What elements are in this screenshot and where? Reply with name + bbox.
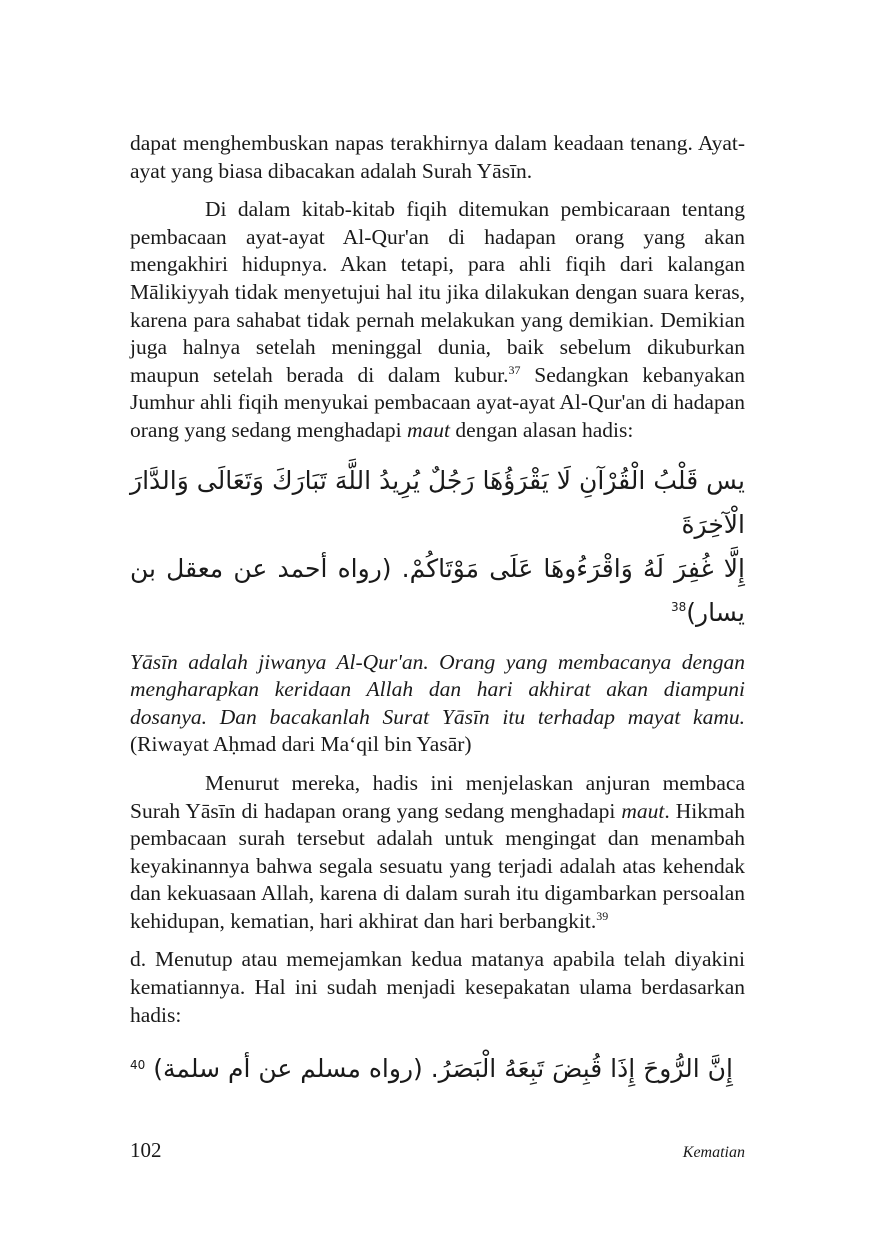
arabic-hadith-yasin <box>130 459 745 635</box>
footnote-ref-39[interactable]: 39 <box>596 908 609 923</box>
hadith-translation-text: Yāsīn adalah jiwanya Al-Qur'an. Orang yang membacanya dengan mengharapkan keridaan Allah dan hari akhirat akan diampuni dosanya. Dan bacakanlah Surat Yāsīn itu terhadap mayat kamu. <box>130 649 745 729</box>
arabic-hadith-line-1: يس قَلْبُ الْقُرْآنِ لَا يَقْرَؤُهَا رَجُلٌ يُرِيدُ اللَّهَ تَبَارَكَ وَتَعَالَى وَالدَّارَ الْآخِرَةَ <box>130 465 745 539</box>
paragraph-explanation-text-2: . Hikmah pembacaan surah tersebut adalah untuk mengingat dan menambah keyakinannya bahwa segala sesuatu yang terjadi adalah atas kehendak dan kekuasaan Allah, karena di dalam surah itu digambarkan persoalan kehidupan, kematian, hari akhirat dan hari berbangkit. <box>130 798 745 933</box>
paragraph-explanation <box>130 770 745 936</box>
paragraph-fiqih <box>130 196 745 444</box>
paragraph-fiqih-text-2: Sedangkan kebanyakan Jumhur ahli fiqih menyukai pembacaan ayat-ayat Al-Qur'an di hadapan orang yang sedang menghadapi <box>130 362 745 442</box>
paragraph-explanation-text-1: Menurut mereka, hadis ini menjelaskan anjuran membaca Surah Yāsīn di hadapan orang yang sedang menghadapi <box>130 770 745 823</box>
page-body <box>130 130 745 1091</box>
hadith-translation-reference: (Riwayat Aḥmad dari Ma‘qil bin Yasār) <box>130 732 472 757</box>
running-title: Kematian <box>682 1144 745 1161</box>
hadith-translation <box>130 649 745 759</box>
paragraph-fiqih-text-1: Di dalam kitab-kitab fiqih ditemukan pembicaraan tentang pembacaan ayat-ayat Al-Qur'an di hadapan orang yang akan mengakhiri hidupnya. Akan tetapi, para ahli fiqih dari kalangan Mālikiyyah tidak menyetujui hal itu jika dilakukan dengan suara keras, karena para sahabat tidak pernah melakukan yang demikian. Demikian juga halnya setelah meninggal dunia, baik sebelum dikuburkan maupun setelah berada di dalam kubur. <box>130 197 745 387</box>
paragraph-fiqih-italic: maut <box>407 417 451 442</box>
arabic-hadith-eyes-text: إِنَّ الرُّوحَ إِذَا قُبِضَ تَبِعَهُ الْبَصَرُ. (رواه مسلم عن أم سلمة) <box>153 1054 733 1084</box>
paragraph-point-d: d. Menutup atau memejamkan kedua matanya apabila telah diyakini kematiannya. Hal ini sudah menjadi kesepakatan ulama berdasarkan hadis: <box>130 947 745 1027</box>
footnote-ref-38[interactable]: 38 <box>671 599 687 614</box>
arabic-hadith-line-2-wrap <box>130 547 745 635</box>
arabic-hadith-eyes <box>130 1047 745 1091</box>
page-number: 102 <box>130 1138 162 1162</box>
arabic-hadith-line-2: إِلَّا غُفِرَ لَهُ وَاقْرَءُوهَا عَلَى مَوْتَاكُمْ. (رواه أحمد عن معقل بن يسار) <box>130 553 745 627</box>
page-footer <box>130 1138 745 1163</box>
paragraph-intro: dapat menghembuskan napas terakhirnya dalam keadaan tenang. Ayat-ayat yang biasa dibacakan adalah Surah Yāsīn. <box>130 131 745 183</box>
paragraph-explanation-italic: maut <box>621 798 665 823</box>
footnote-ref-40[interactable]: 40 <box>130 1058 146 1073</box>
footnote-ref-37[interactable]: 37 <box>508 362 521 377</box>
paragraph-fiqih-text-3: dengan alasan hadis: <box>450 417 634 442</box>
